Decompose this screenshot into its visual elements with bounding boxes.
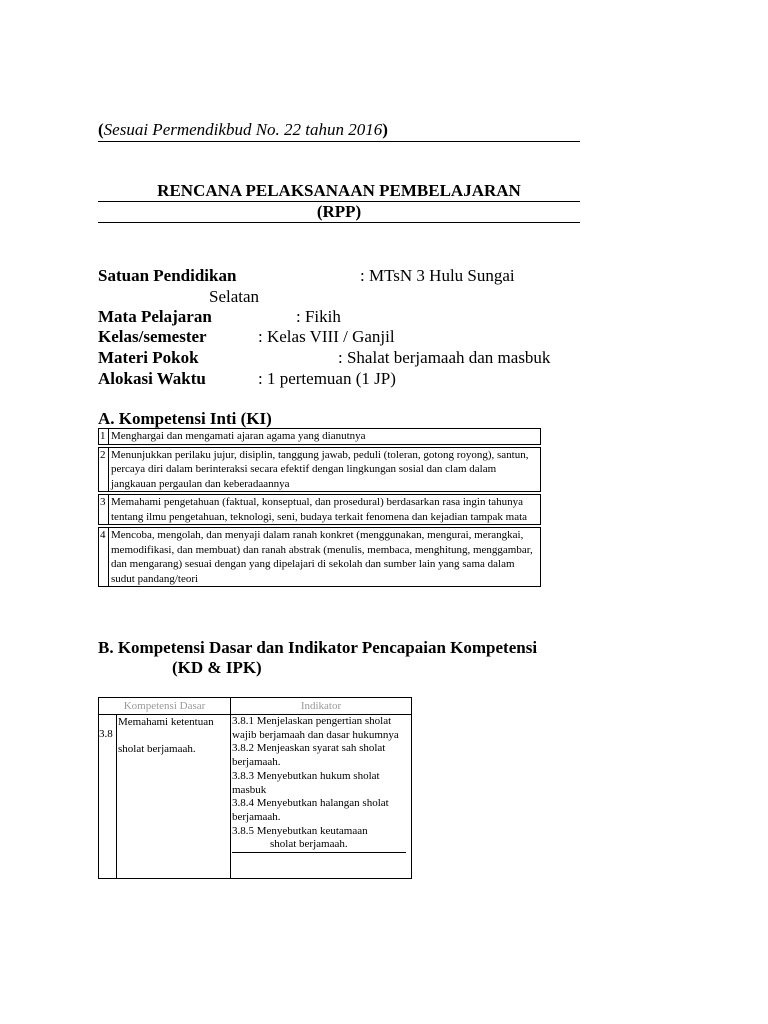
ki-row-number: 1 (99, 429, 109, 444)
kd-description-line-2: sholat berjamaah. (118, 743, 196, 755)
column-divider (116, 714, 117, 878)
alokasi-waktu-value: : 1 pertemuan (1 JP) (258, 369, 396, 388)
ki-heading: A. Kompetensi Inti (KI) (98, 409, 272, 428)
kelas-semester-value: : Kelas VIII / Ganjil (258, 327, 395, 346)
title-line-2: (RPP) (98, 202, 580, 223)
indicator-item-cont: sholat berjamaah. (232, 838, 406, 853)
open-paren: ( (98, 120, 104, 139)
satuan-pendidikan-label: Satuan Pendidikan (98, 266, 237, 285)
indicator-item: 3.8.5 Menyebutkan keutamaan (232, 824, 368, 837)
ki-row-number: 3 (99, 495, 109, 524)
ki-row-text: Mencoba, mengolah, dan menyaji dalam ranah konkret (menggunakan, mengurai, merangkai, memodifikasi, dan membuat) dan ranah abstrak (menulis, membaca, menghitung, menggambar, dan mengarang) sesuai dengan yang dipelajari di sekolah dan sumber lain yang sama dalam sudut pandang/teori (111, 529, 533, 585)
ki-row-number: 4 (99, 528, 109, 586)
mata-pelajaran-value: : Fikih (296, 307, 341, 326)
title-line-1: RENCANA PELAKSANAAN PEMBELAJARAN (98, 181, 580, 202)
alokasi-waktu-label: Alokasi Waktu (98, 369, 206, 388)
materi-pokok-label: Materi Pokok (98, 348, 199, 367)
ki-row (98, 447, 541, 493)
satuan-pendidikan-value: : MTsN 3 Hulu Sungai (360, 266, 515, 285)
kd-table (98, 697, 412, 879)
document-title (98, 181, 580, 223)
satuan-pendidikan-value-cont: Selatan (209, 287, 260, 306)
ki-row-text: Menghargai dan mengamati ajaran agama yang dianutnya (111, 430, 366, 442)
kd-table-header (99, 698, 411, 715)
indicator-item: 3.8.1 Menjelaskan pengertian sholat wajib berjamaah dan dasar hukumnya (232, 715, 399, 741)
ki-row (98, 428, 541, 445)
indicator-item: 3.8.2 Menjeaskan syarat sah sholat berjamaah. (232, 742, 386, 769)
column-divider (230, 698, 231, 878)
ki-row (98, 494, 541, 525)
regulation-reference (98, 119, 580, 142)
kelas-semester-label: Kelas/semester (98, 327, 207, 346)
indicator-item: 3.8.4 Menyebutkan halangan sholat berjamaah. (232, 797, 389, 823)
reference-text: Sesuai Permendikbud No. 22 tahun 2016 (103, 120, 383, 139)
ki-row (98, 527, 541, 587)
mata-pelajaran-label: Mata Pelajaran (98, 307, 212, 326)
kd-heading: B. Kompetensi Dasar dan Indikator Pencapaian Kompetensi (98, 638, 538, 657)
materi-pokok-value: : Shalat berjamaah dan masbuk (338, 348, 551, 367)
kd-description (118, 715, 230, 756)
ki-table (98, 428, 541, 589)
close-paren: ) (382, 120, 388, 139)
ki-row-text: Memahami pengetahuan (faktual, konseptual, dan prosedural) berdasarkan rasa ingin tahunya tentang ilmu pengetahuan, teknologi, seni, budaya terkait fenomena dan kejadian tampak mata (111, 496, 528, 523)
ki-row-text: Menunjukkan perilaku jujur, disiplin, tanggung jawab, peduli (toleran, gotong royong), santun, percaya diri dalam berinteraksi secara efektif dengan lingkungan sosial dan clam dalam jangkauan pergaulan dan keberadaannya (111, 448, 529, 490)
kd-description-line-1: Memahami ketentuan (118, 716, 214, 728)
indicator-item: 3.8.3 Menyebutkan hukum sholat masbuk (232, 769, 380, 796)
kd-column-header: Kompetensi Dasar (123, 700, 206, 712)
indicator-list (232, 715, 412, 853)
kd-number: 3.8 (99, 728, 113, 740)
indikator-column-header: Indikator (300, 700, 342, 712)
ki-row-number: 2 (99, 448, 109, 492)
kd-heading-cont: (KD & IPK) (172, 658, 262, 677)
